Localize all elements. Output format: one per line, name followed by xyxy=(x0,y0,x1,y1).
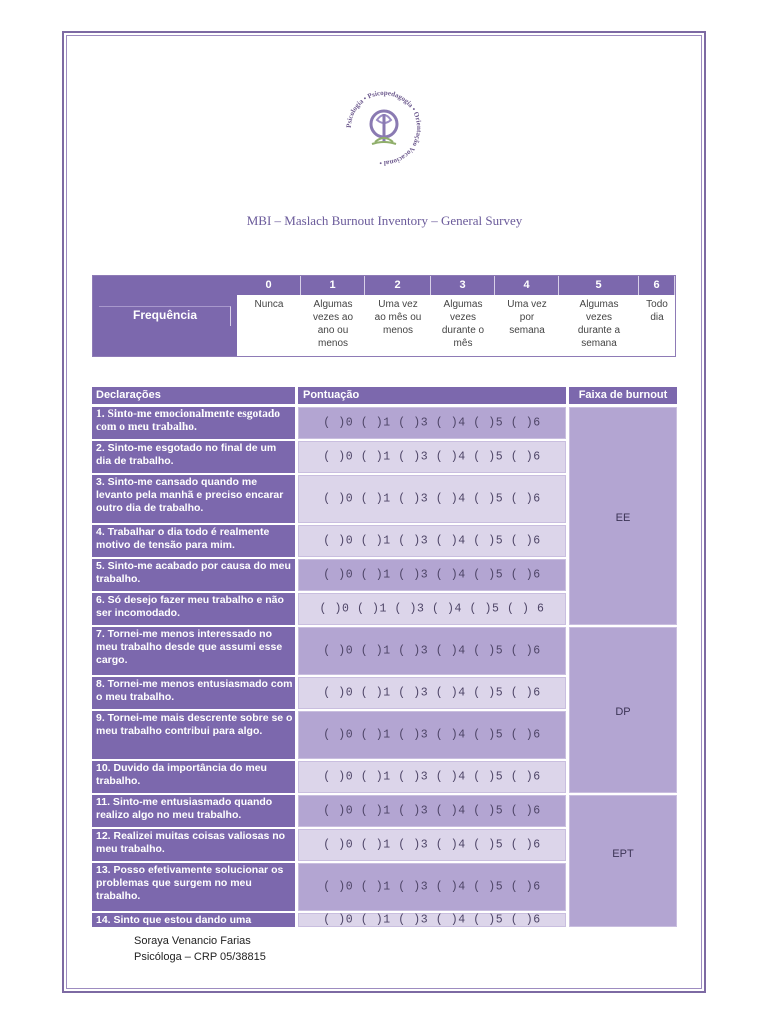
frequency-desc-line: semana xyxy=(581,338,617,349)
statement-8: 8. Tornei-me menos entusiasmado com o meu trabalho. xyxy=(92,677,295,709)
frequency-value-6: 6 xyxy=(639,276,675,295)
score-options-1[interactable] xyxy=(298,407,566,439)
score-options-text: ( )0 ( )1 ( )3 ( )4 ( )5 ( ) 6 xyxy=(319,602,545,616)
frequency-desc-line: Algumas xyxy=(579,299,619,310)
statement-10: 10. Duvido da importância do meu trabalho. xyxy=(92,761,295,793)
frequency-desc-5 xyxy=(559,298,639,350)
burnout-band-label: EE xyxy=(615,512,631,524)
score-options-6[interactable] xyxy=(298,593,566,625)
statement-12: 12. Realizei muitas coisas valiosas no meu trabalho. xyxy=(92,829,295,861)
statement-6: 6. Só desejo fazer meu trabalho e não ser incomodado. xyxy=(92,593,295,625)
score-options-text: ( )0 ( )1 ( )3 ( )4 ( )5 ( )6 xyxy=(323,913,541,927)
frequency-desc-line: Algumas xyxy=(443,299,483,310)
psi-logo-icon xyxy=(340,84,428,172)
statement-9: 9. Tornei-me mais descrente sobre se o meu trabalho contribui para algo. xyxy=(92,711,295,759)
frequency-desc-3 xyxy=(431,298,495,350)
signature xyxy=(134,933,266,965)
frequency-desc-line: durante a xyxy=(577,325,621,336)
document-title xyxy=(0,213,768,229)
statement-4: 4. Trabalhar o dia todo é realmente motivo de tensão para mim. xyxy=(92,525,295,557)
frequency-desc-line: Algumas xyxy=(313,299,353,310)
frequency-desc-line: menos xyxy=(317,338,348,349)
score-options-11[interactable] xyxy=(298,795,566,827)
frequency-desc-line: Uma vez xyxy=(507,299,547,310)
statement-2: 2. Sinto-me esgotado no final de um dia de trabalho. xyxy=(92,441,295,473)
frequency-desc-line: vezes ao xyxy=(312,312,354,323)
statement-3: 3. Sinto-me cansado quando me levanto pela manhã e preciso encarar outro dia de trabalho. xyxy=(92,475,295,523)
frequency-desc-line: por xyxy=(519,312,535,323)
score-options-7[interactable] xyxy=(298,627,566,675)
frequency-desc-line: ano ou xyxy=(317,325,349,336)
score-options-5[interactable] xyxy=(298,559,566,591)
score-options-9[interactable] xyxy=(298,711,566,759)
frequency-desc-4 xyxy=(495,298,559,337)
signature-name: Soraya Venancio Farias xyxy=(134,935,251,947)
statement-5: 5. Sinto-me acabado por causa do meu trabalho. xyxy=(92,559,295,591)
score-options-text: ( )0 ( )1 ( )3 ( )4 ( )5 ( )6 xyxy=(323,880,541,894)
score-options-8[interactable] xyxy=(298,677,566,709)
frequency-value-1: 1 xyxy=(301,276,365,295)
score-options-14[interactable] xyxy=(298,913,566,927)
frequency-desc-line: dia xyxy=(650,312,664,323)
statement-1: 1. Sinto-me emocionalmente esgotado com o meu trabalho. xyxy=(92,407,295,439)
frequency-desc-line: vezes xyxy=(585,312,613,323)
score-options-10[interactable] xyxy=(298,761,566,793)
score-options-text: ( )0 ( )1 ( )3 ( )4 ( )5 ( )6 xyxy=(323,686,541,700)
frequency-value-5: 5 xyxy=(559,276,639,295)
statement-7: 7. Tornei-me menos interessado no meu trabalho desde que assumi esse cargo. xyxy=(92,627,295,675)
score-options-4[interactable] xyxy=(298,525,566,557)
frequency-value-0: 0 xyxy=(237,276,301,295)
frequency-desc-line: durante o xyxy=(441,325,485,336)
frequency-value-4: 4 xyxy=(495,276,559,295)
frequency-desc-line: Uma vez xyxy=(378,299,418,310)
frequency-value-2: 2 xyxy=(365,276,431,295)
document-title-text: MBI – Maslach Burnout Inventory – General Survey xyxy=(246,213,523,228)
score-options-text: ( )0 ( )1 ( )3 ( )4 ( )5 ( )6 xyxy=(323,568,541,582)
header-faixa: Faixa de burnout xyxy=(569,387,677,404)
score-options-2[interactable] xyxy=(298,441,566,473)
frequency-desc-line: vezes xyxy=(449,312,477,323)
frequency-desc-line: Todo xyxy=(646,299,668,310)
burnout-band-ept xyxy=(569,795,677,927)
score-options-text: ( )0 ( )1 ( )3 ( )4 ( )5 ( )6 xyxy=(323,450,541,464)
score-options-text: ( )0 ( )1 ( )3 ( )4 ( )5 ( )6 xyxy=(323,416,541,430)
score-options-text: ( )0 ( )1 ( )3 ( )4 ( )5 ( )6 xyxy=(323,770,541,784)
burnout-band-label: DP xyxy=(615,706,631,718)
score-options-text: ( )0 ( )1 ( )3 ( )4 ( )5 ( )6 xyxy=(323,804,541,818)
frequency-value-3: 3 xyxy=(431,276,495,295)
frequency-desc-line: Nunca xyxy=(254,299,284,310)
score-options-13[interactable] xyxy=(298,863,566,911)
header-declaracoes: Declarações xyxy=(92,387,295,404)
frequency-desc-line: menos xyxy=(382,325,413,336)
score-options-text: ( )0 ( )1 ( )3 ( )4 ( )5 ( )6 xyxy=(323,492,541,506)
burnout-band-label: EPT xyxy=(612,848,634,860)
header-pontuacao: Pontuação xyxy=(298,387,566,404)
frequency-desc-1 xyxy=(301,298,365,350)
burnout-band-dp xyxy=(569,627,677,793)
score-options-text: ( )0 ( )1 ( )3 ( )4 ( )5 ( )6 xyxy=(323,728,541,742)
frequency-desc-line: mês xyxy=(453,338,473,349)
frequency-table xyxy=(92,275,676,357)
frequency-desc-line: semana xyxy=(509,325,545,336)
logo-ring-text: Psicologia • Psicopedagogia • Orientação Vocacional • xyxy=(344,88,424,168)
statement-14: 14. Sinto que estou dando uma xyxy=(92,913,295,927)
score-options-12[interactable] xyxy=(298,829,566,861)
statement-11: 11. Sinto-me entusiasmado quando realizo algo no meu trabalho. xyxy=(92,795,295,827)
frequency-desc-line: ao mês ou xyxy=(374,312,422,323)
statement-13: 13. Posso efetivamente solucionar os problemas que surgem no meu trabalho. xyxy=(92,863,295,911)
frequency-desc-0 xyxy=(237,298,301,311)
frequency-label-cell xyxy=(93,276,237,356)
signature-role: Psicóloga – CRP 05/38815 xyxy=(134,951,266,963)
score-options-text: ( )0 ( )1 ( )3 ( )4 ( )5 ( )6 xyxy=(323,644,541,658)
frequency-desc-2 xyxy=(365,298,431,337)
score-options-3[interactable] xyxy=(298,475,566,523)
frequency-label: Frequência xyxy=(132,308,198,322)
burnout-band-ee xyxy=(569,407,677,625)
score-options-text: ( )0 ( )1 ( )3 ( )4 ( )5 ( )6 xyxy=(323,838,541,852)
score-options-text: ( )0 ( )1 ( )3 ( )4 ( )5 ( )6 xyxy=(323,534,541,548)
frequency-desc-6 xyxy=(639,298,675,324)
